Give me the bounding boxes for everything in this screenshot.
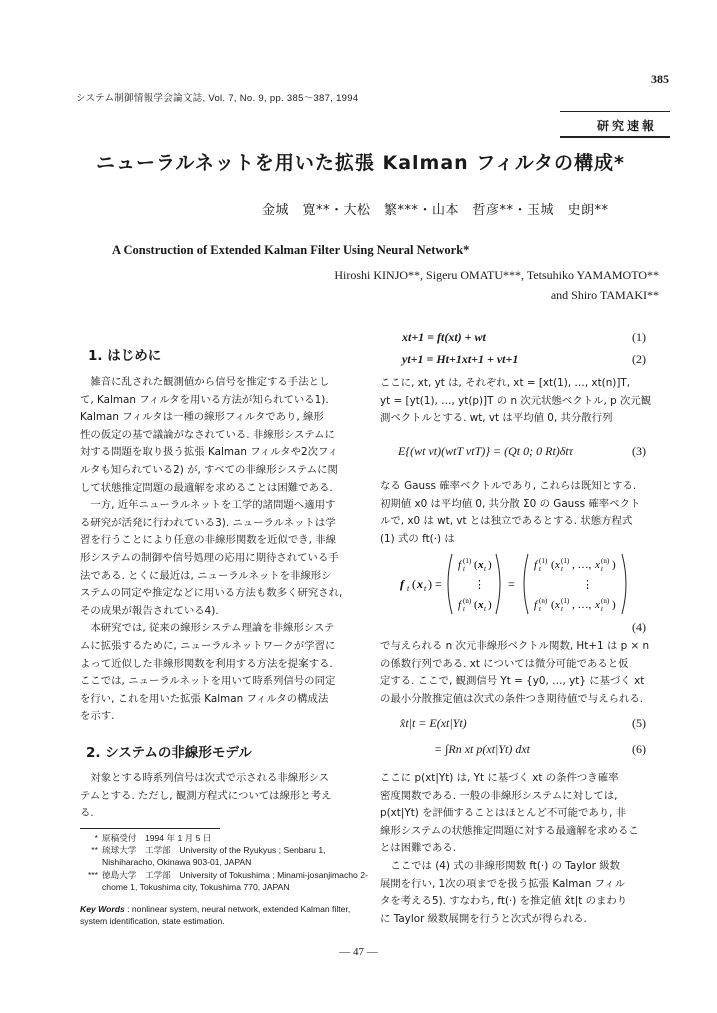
body-line: を行い, これを用いた拡張 Kalman フィルタの構成法 [80, 692, 329, 705]
svg-text:t: t [539, 605, 541, 613]
footnote-mark: ** [91, 845, 98, 856]
paragraph-conditional-density [380, 770, 658, 928]
svg-text:x: x [417, 577, 423, 591]
body-line: 法である. とくに最近は, ニューラルネットを非線形シ [80, 569, 332, 582]
body-line: の係数行列である. xt については微分可能であると仮 [380, 657, 629, 670]
footnote-mark: *** [87, 869, 98, 880]
body-line: 初期値 x0 は平均値 0, 共分散 Σ0 の Gauss 確率ベクト [380, 497, 641, 510]
svg-text:(n): (n) [601, 597, 610, 605]
svg-text:=: = [508, 577, 515, 591]
svg-text:⋮: ⋮ [474, 579, 485, 591]
section-2-body [80, 770, 367, 823]
body-line: を示す. [80, 710, 115, 723]
body-line: 密度関数である. 一般の非線形システムに対しては, [380, 789, 618, 802]
body-line: ここに, xt, yt は, それぞれ, xt = [xt(1), …, xt(n)]T, [380, 377, 631, 389]
body-line: 測ベクトルとする. wt, vt は平均値 0, 共分散行列 [380, 412, 613, 425]
equation-2: yt+1 = Ht+1xt+1 + vt+1 [402, 352, 519, 366]
svg-text:x: x [555, 559, 560, 571]
svg-text:f: f [534, 599, 538, 611]
footnote-item [80, 832, 368, 844]
svg-text:f: f [400, 577, 404, 591]
svg-text:): ) [488, 559, 492, 571]
svg-text:x: x [595, 559, 600, 571]
svg-text:x: x [478, 599, 484, 611]
body-line: タを考える5). すなわち, ft(·) を推定値 x̂t|t のまわり [380, 895, 628, 908]
paragraph-gauss [380, 478, 658, 548]
header-rule-top [560, 111, 670, 112]
body-line: よって近似した非線形関数を利用する方法を提案する. [80, 657, 333, 670]
footnote-text: 徳島大学 工学部 University of Tokushima ; Minami-josanjimacho 2-chome 1, Tokushima city, Tokushima 770, JAPAN [102, 869, 368, 892]
equation-3-number: (3) [632, 444, 646, 458]
svg-text:(: ( [551, 599, 555, 611]
authors-english-line2: and Shiro TAMAKI** [550, 288, 659, 302]
equation-1-number: (1) [632, 330, 646, 344]
body-line: ムに拡張するために, ニューラルネットワークが学習に [80, 639, 336, 652]
svg-text:f: f [458, 559, 462, 571]
svg-text:t: t [407, 584, 410, 593]
body-line: 展開を行い, 1次の項までを扱う拡張 Kalman フィル [380, 877, 625, 890]
section-1-body [80, 374, 367, 726]
svg-text:t: t [601, 565, 603, 573]
svg-text:(1): (1) [561, 557, 570, 565]
body-line: 対象とする時系列信号は次式で示される非線形シス [80, 772, 330, 784]
svg-text:⋮: ⋮ [582, 579, 593, 591]
title-english: A Construction of Extended Kalman Filter Using Neural Network* [112, 243, 470, 257]
svg-text:(: ( [551, 559, 555, 571]
section-1-heading: 1. はじめに [88, 348, 162, 364]
body-line: ここでは (4) 式の非線形関数 ft(·) の Taylor 級数 [380, 859, 621, 872]
paragraph-state-vectors [380, 375, 658, 428]
body-line: yt = [yt(1), …, yt(p)]T の n 次元状態ベクトル, p 次元観 [380, 394, 652, 407]
body-line: テムとする. ただし, 観測方程式については線形と考え [80, 789, 332, 802]
body-line: 形システムの制御や信号処理の応用に期待されている手 [80, 551, 339, 564]
svg-text:(n): (n) [539, 597, 548, 605]
body-line: 性の仮定の基で議論がなされている. 非線形システムに [80, 428, 335, 441]
footnote-item [80, 844, 368, 868]
body-line: ルで, x0 は wt, vt とは独立であるとする. 状態方程式 [380, 515, 633, 528]
equation-6: = ∫Rn xt p(xt|Yt) dxt [434, 742, 530, 756]
svg-text:(: ( [412, 577, 416, 591]
authors-japanese: 金城 寛**・大松 繁***・山本 哲彦**・玉城 史朗** [262, 203, 609, 218]
footnote-text: 原稿受付 1994 年 1 月 5 日 [102, 833, 212, 843]
footnote-item [80, 869, 368, 893]
svg-text:(: ( [474, 599, 478, 611]
paragraph-nonlinear-function [380, 638, 658, 708]
authors-english-line1: Hiroshi KINJO**, Sigeru OMATU***, Tetsuhiko YAMAMOTO** [334, 268, 659, 282]
svg-text:t: t [484, 605, 486, 613]
equation-5: x̂t|t = E(xt|Yt) [400, 716, 467, 730]
equation-4-number: (4) [632, 620, 646, 634]
body-line: 一方, 近年ニューラルネットを工学的諸問題へ適用す [80, 499, 336, 512]
body-line: (1) 式の ft(·) は [380, 532, 455, 545]
svg-text:t: t [539, 565, 541, 573]
body-line: Kalman フィルタは一種の線形フィルタであり, 線形 [80, 411, 324, 424]
svg-text:t: t [424, 584, 427, 593]
svg-text:x: x [555, 599, 560, 611]
svg-text:x: x [595, 599, 600, 611]
svg-text:x: x [478, 559, 484, 571]
page-number: 385 [651, 72, 669, 86]
footnotes [80, 832, 368, 893]
body-line: p(xt|Yt) を評価することはほとんど不可能であり, 非 [380, 807, 627, 820]
footnote-rule [80, 828, 220, 829]
footnote-mark: * [94, 833, 98, 843]
body-line: で与えられる n 次元非線形ベクトル関数, Ht+1 は p × n [380, 640, 650, 652]
equation-1: xt+1 = ft(xt) + wt [402, 330, 486, 344]
title-japanese: ニューラルネットを用いた拡張 Kalman フィルタの構成* [96, 152, 625, 174]
svg-text:(1): (1) [539, 557, 548, 565]
header-rule-bottom [560, 136, 670, 138]
svg-text:t: t [463, 565, 465, 573]
body-line: 線形システムの状態推定問題に対する最適解を求めるこ [380, 824, 639, 837]
body-line: る. [80, 807, 94, 820]
body-line: して状態推定問題の最適解を求めることは困難である. [80, 481, 333, 494]
equation-6-number: (6) [632, 742, 646, 756]
svg-text:(1): (1) [561, 597, 570, 605]
svg-text:t: t [484, 565, 486, 573]
body-line: 雑音に乱された観測値から信号を推定する手法とし [80, 376, 330, 388]
body-line: に Taylor 級数展開を行うと次式が得られる. [380, 912, 587, 925]
page-footer: — 47 — [339, 946, 378, 958]
section-2-heading: 2. システムの非線形モデル [86, 745, 252, 761]
body-line: 習を行うことにより任意の非線形関数を近似でき, 非線 [80, 534, 336, 547]
svg-text:t: t [601, 605, 603, 613]
svg-text:(n): (n) [601, 557, 610, 565]
body-line: なる Gauss 確率ベクトルであり, これらは既知とする. [380, 480, 637, 492]
svg-text:t: t [463, 605, 465, 613]
svg-text:) =: ) = [428, 577, 442, 591]
body-line: 定する. ここで, 観測信号 Yt = {y0, …, yt} に基づく xt [380, 675, 645, 688]
body-line: ステムの同定や推定などに用いる方法も数多く研究され, [80, 587, 343, 600]
svg-text:, …,: , …, [572, 559, 592, 571]
svg-text:): ) [612, 559, 616, 571]
svg-text:): ) [488, 599, 492, 611]
footnote-text: 琉球大学 工学部 University of the Ryukyus ; Senbaru 1, Nishiharacho, Okinawa 903-01, JAPAN [102, 845, 326, 868]
body-line: ここに p(xt|Yt) は, Yt に基づく xt の条件つき確率 [380, 772, 619, 784]
body-line: の最小分散推定値は次式の条件つき期待値で与えられる. [380, 692, 644, 705]
body-line: その成果が報告されている4). [80, 604, 219, 617]
body-line: とは困難である. [380, 842, 457, 855]
svg-text:t: t [561, 565, 563, 573]
body-line: る研究が活発に行われている3). ニューラルネットは学 [80, 516, 336, 529]
svg-text:): ) [612, 599, 616, 611]
equation-4-matrix [398, 550, 660, 618]
body-line: ルタも知られている2) が, すべての非線形システムに関 [80, 463, 338, 476]
equation-5-number: (5) [632, 716, 646, 730]
svg-text:(: ( [474, 559, 478, 571]
body-line: 本研究では, 従来の線形システム理論を非線形システ [80, 622, 335, 635]
svg-text:(n): (n) [463, 597, 472, 605]
article-kind: 研究速報 [596, 119, 657, 133]
svg-text:f: f [458, 599, 462, 611]
keywords [80, 903, 368, 927]
keywords-label: Key Words [80, 904, 125, 914]
svg-text:f: f [534, 559, 538, 571]
svg-text:(1): (1) [463, 557, 472, 565]
equation-2-number: (2) [632, 352, 646, 366]
svg-text:, …,: , …, [572, 599, 592, 611]
equation-3: E{(wt vt)(wtT vtT)} = (Qt 0; 0 Rt)δtτ [398, 444, 573, 458]
body-line: ここでは, ニューラルネットを用いて時系列信号の同定 [80, 675, 336, 688]
journal-citation: システム制御情報学会論文誌, Vol. 7, No. 9, pp. 385～387, 1994 [76, 93, 359, 104]
body-line: て, Kalman フィルタを用いる方法が知られている1). [80, 393, 329, 406]
svg-text:t: t [561, 605, 563, 613]
body-line: 対する問題を取り扱う拡張 Kalman フィルタや2次フィ [80, 446, 338, 459]
keywords-text: : nonlinear system, neural network, extended Kalman filter, system identification, state estimation. [80, 904, 351, 927]
